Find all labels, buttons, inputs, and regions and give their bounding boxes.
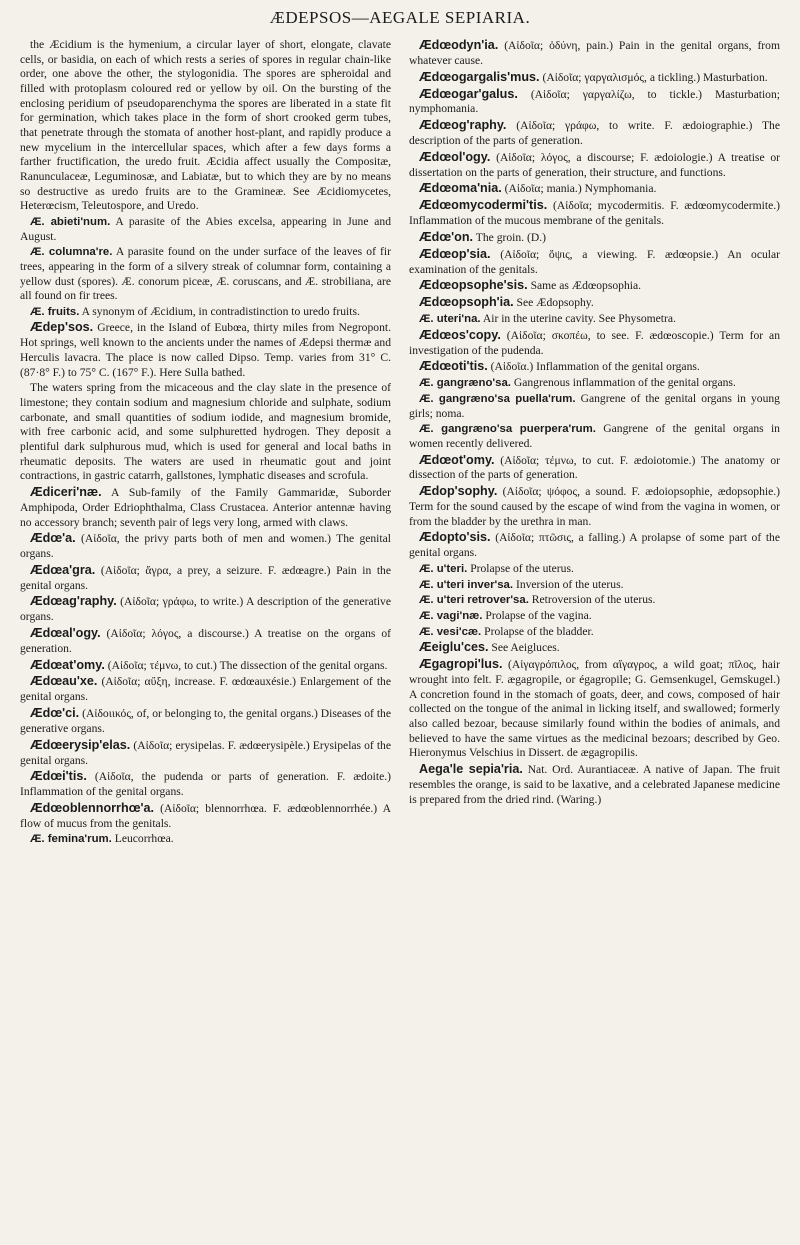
entry-headword: Ædœog'raphy. (419, 118, 507, 133)
entry-definition: (Αἰδοῖα; πτῶσις, a falling.) A prolapse of some part of the genital organs. (409, 531, 781, 560)
entry-definition: Prolapse of the uterus. (470, 561, 574, 575)
dictionary-entry (409, 376, 780, 391)
entry-definition: Greece, in the Island of Eubœa, thirty miles from Negropont. Hot springs, well known to the ancients under the names of Ædepsi thermæ and Herculis lavacra. The place is now called Dipso. Temp. varies from 31° C. (87·8° F.) to 75° C. (167° F.). Here Sulla bathed. (20, 321, 391, 379)
dictionary-entry (20, 832, 391, 847)
entry-headword: Æ. u'teri. (419, 562, 468, 575)
dictionary-entry (409, 609, 780, 624)
entry-definition: (Αἰδοῖα; σκοπέω, to see. F. ædœoscopie.) Term for an investigation of the pudenda. (409, 328, 780, 357)
dictionary-entry (409, 150, 780, 181)
entry-headword: Æ. columna're. (30, 246, 113, 259)
entry-headword: Ædœ'on. (419, 229, 474, 244)
entry-definition: (Αἰδοῖα; γαργαλίζω, to tickle.) Masturbation; nymphomania. (409, 87, 781, 116)
entry-definition: Gangrenous inflammation of the genital organs. (513, 376, 736, 390)
entry-definition: (Αἰδοῖα; αὔξη, increase. F. œdœauxésie.) Enlargement of the genital organs. (20, 675, 391, 704)
entry-definition: Inversion of the uterus. (515, 577, 624, 591)
dictionary-entry (409, 247, 780, 278)
dictionary-entry (409, 198, 780, 229)
entry-headword: Ædœoma'nia. (419, 181, 502, 196)
dictionary-entry (409, 328, 780, 359)
dictionary-entry (409, 230, 780, 246)
dictionary-entry (20, 531, 391, 562)
dictionary-entry (409, 453, 780, 484)
entry-headword: Æ. femina'rum. (30, 833, 112, 846)
entry-headword: Ædœat'omy. (30, 657, 105, 672)
dictionary-entry (409, 118, 780, 149)
entry-definition: A parasite found on the under surface of the leaves of fir trees, appearing in the form of a silvery streak of columnar form, containing a yellow dust (spores). Æ. conorum piceæ, Æ. coruscans, and Æ. strobiliana, are all found on fir trees. (20, 245, 391, 303)
dictionary-entry (20, 626, 391, 657)
dictionary-entry (20, 305, 391, 320)
entry-definition: (Αἰδοῖα, the privy parts both of men and women.) The genital organs. (20, 532, 391, 561)
entry-headword: Æ. fruits. (30, 305, 80, 318)
entry-headword: Ædœot'omy. (419, 452, 495, 467)
entry-headword: Ædiceri'næ. (30, 484, 102, 499)
dictionary-entry (20, 245, 391, 304)
dictionary-entry (20, 563, 391, 594)
dictionary-entry (409, 312, 780, 327)
entry-headword: Ædœal'ogy. (30, 625, 101, 640)
entry-definition: (Αἰδοῖα; mycodermitis. F. ædœomycodermite.) Inflammation of the mucous membrane of the genitals. (409, 199, 781, 228)
entry-headword: Ædœos'copy. (419, 327, 501, 342)
dictionary-entry (409, 640, 780, 656)
dictionary-entry (20, 658, 391, 674)
dictionary-entry (409, 657, 780, 761)
entry-definition: (Αἰδοιικός, of, or belonging to, the genital organs.) Diseases of the generative organs. (20, 707, 391, 735)
entry-headword: Æ. abieti'num. (30, 215, 111, 228)
entry-definition: A synonym of Æcidium, in contradistinction to uredo fruits. (81, 304, 360, 318)
entry-definition: (Αἰδοῖα; γαργαλισμός, a tickling.) Masturbation. (542, 70, 768, 84)
entry-headword: Æ. vesi'cæ. (419, 625, 482, 638)
dictionary-entry (409, 422, 780, 451)
entry-definition: (Αἰδοῖα; γράφω, to write.) A description of the generative organs. (20, 595, 391, 624)
entry-headword: Ægagropi'lus. (419, 657, 503, 672)
entry-definition: Gangrene of the genital organs in women recently delivered. (409, 422, 780, 450)
dictionary-entry (409, 484, 780, 529)
entry-definition: (Αἰδοῖα, the pudenda or parts of generation. F. ædoite.) Inflammation of the genital organs. (20, 770, 391, 799)
entry-definition: (Αἰδοῖα; blennorrhœa. F. ædœoblennorrhée.) A flow of mucus from the genitals. (20, 801, 391, 830)
entry-headword: Ædœopsophe'sis. (419, 278, 528, 293)
continuation-paragraph (20, 381, 391, 484)
entry-definition: (Αἰγαγρόπιλος, from αἴγαγρος, a wild goat; πῖλος, hair wrought into felt. F. ægagropile, or égagropile; G. Gemsenkugel, Gemskugel.) A concretion found in the stomach of goats, deer, and cows, composed of hair collected on the tongue of the animal in licking itself, and swallowed; formerly also called bezoar, because similarly found within the bodies of animals, and believed to have the same virtues as the medicinal bezoars; described by Geo. Hieronymus Velschius in Dissert. de ægagropilis. (409, 658, 780, 760)
entry-headword: Æ. gangræno'sa puella'rum. (419, 392, 576, 405)
entry-definition: (Αἰδοῖα; γράφω, to write. F. ædoiographie.) The description of the parts of generation. (409, 119, 780, 147)
entry-headword: Ædœi'tis. (30, 769, 87, 784)
entry-definition: (Αἰδοῖα.) Inflammation of the genital organs. (490, 360, 700, 374)
dictionary-entry (20, 594, 391, 625)
dictionary-entry (20, 485, 391, 530)
entry-definition: Nat. Ord. Aurantiaceæ. A native of Japan. The fruit resembles the orange, is said to be laxative, and a celebrated Japanese medicine is prepared from the dried rind. (Waring.) (409, 762, 780, 806)
entry-definition: A Sub-family of the Family Gammaridæ, Suborder Amphipoda, Order Edriophthalma, Class Crustacea. Anterior antennæ having no accessory branch; seventh pair of legs very long, armed with claws. (20, 485, 391, 529)
entry-definition: The groin. (D.) (475, 230, 546, 244)
dictionary-entry (409, 278, 780, 294)
entry-headword: Ædœomycodermi'tis. (419, 198, 548, 213)
dictionary-entry (409, 530, 780, 561)
entry-definition: (Αἰδοῖα; τέμνω, to cut.) The dissection of the genital organs. (107, 658, 388, 672)
entry-headword: Ædœodyn'ia. (419, 38, 499, 52)
dictionary-entry (409, 762, 780, 807)
entry-headword: Ædop'sophy. (419, 484, 498, 499)
dictionary-entry (409, 70, 780, 86)
entry-headword: Ædœerysip'elas. (30, 737, 131, 752)
dictionary-entry (409, 578, 780, 593)
dictionary-entry (409, 562, 780, 577)
entry-definition: Same as Ædœopsophia. (530, 279, 642, 293)
entry-definition: Air in the uterine cavity. See Physometra. (482, 312, 676, 326)
entry-definition: (Αἰδοῖα; λόγος, a discourse.) A treatise on the organs of generation. (20, 626, 391, 655)
entry-definition: Retroversion of the uterus. (531, 593, 656, 607)
two-column-body (20, 38, 780, 848)
dictionary-entry (20, 706, 391, 737)
dictionary-entry (20, 320, 391, 380)
dictionary-entry (409, 181, 780, 197)
entry-headword: Ædœag'raphy. (30, 594, 117, 609)
entry-headword: Ædœop'sia. (419, 246, 491, 261)
left-column (20, 38, 391, 848)
dictionary-entry (409, 625, 780, 640)
entry-definition: A parasite of the Abies excelsa, appearing in June and August. (20, 214, 392, 243)
entry-headword: Æ. gangræno'sa puerpera'rum. (419, 423, 596, 436)
dictionary-entry (20, 801, 391, 832)
dictionary-entry (409, 593, 780, 608)
entry-definition: (Αἰδοῖα; ὄψις, a viewing. F. ædœopsie.) An ocular examination of the genitals. (409, 247, 780, 276)
entry-headword: Ædœ'ci. (30, 706, 80, 720)
continuation-paragraph (20, 38, 391, 214)
entry-definition: Prolapse of the bladder. (484, 624, 594, 638)
entry-headword: Ædep'sos. (30, 320, 94, 335)
entry-headword: Ædœoti'tis. (419, 359, 488, 374)
entry-headword: Æeiglu'ces. (419, 640, 489, 655)
entry-headword: Ædœogargalis'mus. (419, 69, 540, 84)
entry-definition: See Aeigluces. (491, 641, 560, 655)
entry-definition: The waters spring from the micaceous and the clay slate in the presence of limestone; they contain sodium and magnesium chloride and sulphate, sodium carbonate, and small quantities of sodium iodide, and magnesium bromide, with free carbonic acid, and some sulphuretted hydrogen. They deposit a plentiful dark sulphurous mud, which is used for general and local baths in rheumatic deposits. The waters are used in rheumatic gout and joint contractions, in gastric catarrh, gallstones, lymphatic diseases and scrofula. (20, 381, 391, 483)
entry-headword: Ædœol'ogy. (419, 149, 491, 164)
dictionary-entry (409, 392, 780, 421)
entry-definition: (Αἰδοῖα; ἄγρα, a prey, a seizure. F. ædœagre.) Pain in the genital organs. (20, 563, 391, 592)
dictionary-entry (409, 359, 780, 375)
entry-definition: Prolapse of the vagina. (485, 608, 592, 622)
entry-definition: (Αἰδοῖα; ὀδύνη, pain.) Pain in the genital organs, from whatever cause. (409, 39, 780, 67)
entry-definition: (Αἰδοῖα; ψόφος, a sound. F. ædoiopsophie, ædopsophie.) Term for the sound caused by the escape of wind from the vagina in women, or from the bladder by the urethra in man. (409, 485, 781, 528)
entry-definition: (Αἰδοῖα; λόγος, a discourse; F. ædoiologie.) A treatise or dissertation on the parts of generation, their structure, and functions. (409, 150, 780, 179)
entry-definition: the Æcidium is the hymenium, a circular layer of short, elongate, clavate cells, or basidia, on each of which rests a series of spores in regular chain-like order, one above the other, the stylogonidia. The spores are spheroidal and filled with protoplasm coloured red or yellow by oil. On the bursting of the enclosing peridium of pseudoparenchyma the spores are liberated in a state fit for germination, which takes place in the form of short crooked germ tubes, that penetrate through the stomata of another host-plant, and rapidly produce a new mycelium in the intercellular spaces, which after a few days forms a farther fructification, the uredo fruit. Æcidia affect usually the Compositæ, Ranunculaceæ, Leguminosæ, and Labiatæ, but to which they are by no means so destructive as uredo fruits are to the Gramineæ. See Æcidiomycetes, Heterœcism, Teleutospore, and Uredo. (20, 38, 391, 213)
entry-headword: Æ. gangræno'sa. (419, 377, 511, 390)
dictionary-entry (409, 295, 780, 311)
entry-headword: Æ. uteri'na. (419, 313, 481, 326)
dictionary-entry (20, 215, 391, 244)
entry-headword: Æ. u'teri inver'sa. (419, 578, 514, 591)
entry-headword: Ædœoblennorrhœ'a. (30, 800, 155, 815)
entry-definition: (Αἰδοῖα; erysipelas. F. ædœerysipèle.) Erysipelas of the genital organs. (20, 738, 391, 767)
right-column (409, 38, 780, 848)
entry-definition: See Ædopsophy. (516, 296, 594, 310)
dictionary-entry (409, 38, 780, 69)
entry-headword: Æ. u'teri retrover'sa. (419, 594, 529, 607)
dictionary-entry (20, 769, 391, 800)
entry-definition: Gangrene of the genital organs in young girls; noma. (409, 391, 780, 420)
entry-headword: Ædœau'xe. (30, 674, 98, 689)
entry-headword: Æ. vagi'næ. (419, 609, 483, 622)
entry-headword: Ædœa'gra. (30, 562, 96, 577)
entry-headword: Ædœogar'galus. (419, 86, 518, 101)
entry-headword: Ædœ'a. (30, 531, 76, 546)
entry-headword: Ædœopsoph'ia. (419, 295, 514, 310)
entry-definition: (Αἰδοῖα; τέμνω, to cut. F. ædoiotomie.) The anatomy or dissection of the parts of generation. (409, 453, 780, 482)
running-head: ÆDEPSOS—AEGALE SEPIARIA. (269, 8, 531, 27)
dictionary-entry (409, 87, 780, 118)
dictionary-entry (20, 674, 391, 705)
entry-headword: Ædopto'sis. (419, 530, 491, 545)
dictionary-entry (20, 738, 391, 769)
entry-definition: Leucorrhœa. (114, 832, 174, 846)
entry-definition: (Αἰδοῖα; mania.) Nymphomania. (504, 182, 657, 196)
entry-headword: Aega'le sepia'ria. (419, 761, 523, 776)
